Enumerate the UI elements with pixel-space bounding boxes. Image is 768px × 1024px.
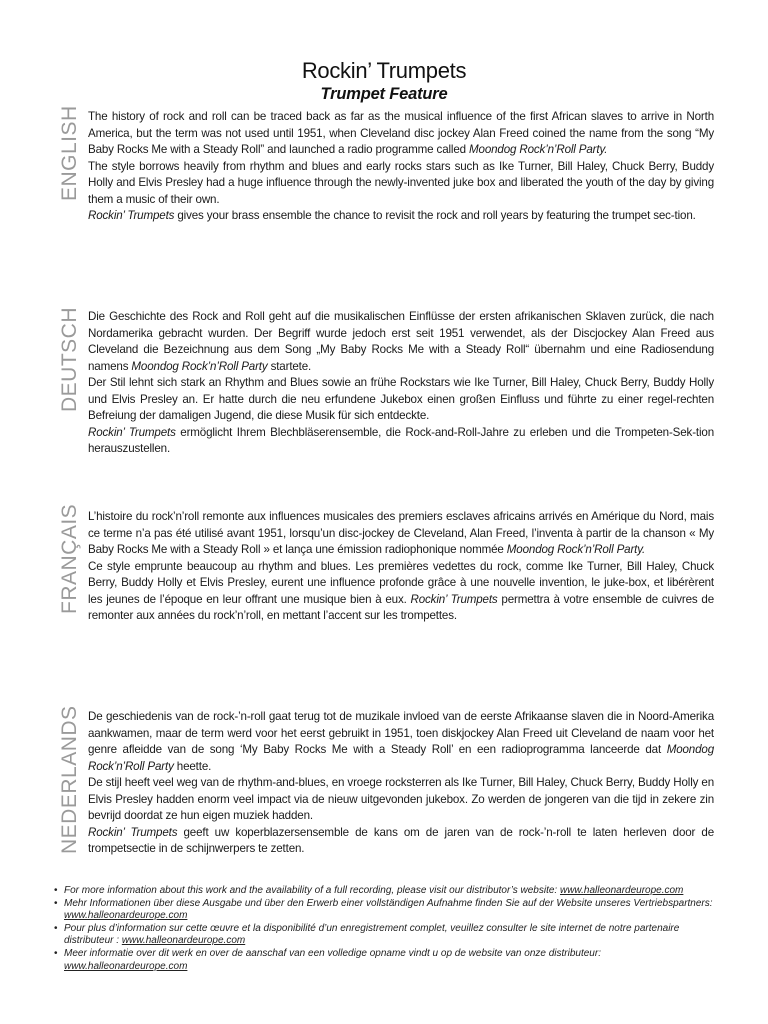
- bullet-icon: •: [54, 947, 58, 959]
- text-run: permettra à votre ensemble de cuivres de remonter aux années du rock’n’roll, en mettant l’accent sur les trompettes.: [88, 592, 714, 622]
- italic-text-run: Moondog Rock’n’Roll Party.: [469, 143, 608, 156]
- text-run: startete.: [267, 359, 312, 373]
- text-run: Ce style emprunte beaucoup au rhythm and blues. Les premières vedettes du rock, comme Ike Turner, Bill Haley, Chuck Berry, Buddy Holly et Elvis Presley, eurent une influence profonde grâce à une nouvelle invention, le juke-box, et libérèrent les jeunes de l’époque en leur offrant une musique bien à eux.: [88, 559, 714, 606]
- text-run: ermöglicht Ihrem Blechbläserensemble, die Rock-and-Roll-Jahre zu erleben und die Trompeten-Sek-tion herauszustellen.: [88, 425, 714, 455]
- page-subtitle: Trumpet Feature: [320, 85, 448, 103]
- text-run: gives your brass ensemble the chance to revisit the rock and roll years by featuring the trumpet sec-tion.: [174, 209, 696, 222]
- body-text-nederlands: [88, 709, 714, 858]
- paragraph: [88, 375, 714, 425]
- body-text-deutsch: [88, 309, 714, 458]
- paragraph: [88, 509, 714, 559]
- distributor-link[interactable]: www.halleonardeurope.com: [64, 960, 188, 972]
- paragraph: [88, 208, 714, 225]
- distributor-link[interactable]: www.halleonardeurope.com: [121, 935, 246, 947]
- page-title: Rockin’ Trumpets: [301, 58, 467, 83]
- paragraph: [88, 559, 714, 625]
- italic-text-run: Moondog Rock’n’Roll Party: [88, 743, 714, 773]
- italic-text-run: Rockin’ Trumpets: [410, 592, 498, 606]
- footer-note-text: Pour plus d’information sur cette œuvre et la disponibilité d’un enregistrement complet, veuillez consulter le site internet de notre partenaire distributeur :: [64, 922, 680, 947]
- bullet-icon: •: [54, 897, 58, 909]
- paragraph: [88, 825, 714, 858]
- language-label-nederlands: NEDERLANDS: [58, 705, 81, 854]
- text-run: De stijl heeft veel weg van de rhythm-and-blues, en vroege rocksterren als Ike Turner, Bill Haley, Chuck Berry, Buddy Holly en Elvis Presley hadden enorm veel impact via de nieuw uitgevonden jukebox. Zo werden de jongeren van die tijd in zekere zin bevrijd doordat ze hun eigen muziek hadden.: [88, 776, 714, 822]
- body-text-english: [88, 109, 714, 225]
- footer-note-text: Meer informatie over dit werk en over de aanschaf van een volledige opname vindt u op de website van onze distributeur:: [64, 947, 601, 959]
- paragraph: [88, 775, 714, 825]
- paragraph: [88, 159, 714, 209]
- text-run: The style borrows heavily from rhythm and blues and early rocks stars such as Ike Turner, Bill Haley, Chuck Berry, Buddy Holly and Elvis Presley had a huge influence through the newly-invented juke box and liberated the youth of the day by giving them a music of their own.: [88, 159, 714, 206]
- bullet-icon: •: [54, 922, 58, 934]
- paragraph: [88, 709, 714, 775]
- bullet-icon: •: [54, 885, 58, 896]
- paragraph: [88, 425, 714, 458]
- footer-note-francais: [52, 923, 722, 948]
- footer-note-nederlands: [52, 948, 722, 973]
- distributor-link[interactable]: www.halleonardeurope.com: [64, 910, 188, 922]
- language-label-english: ENGLISH: [58, 105, 81, 201]
- text-run: geeft uw koperblazersensemble de kans om de jaren van de rock-’n-roll te laten herleven door de trompetsectie in de schijnwerpers te zetten.: [88, 825, 714, 855]
- italic-text-run: Rockin’ Trumpets: [88, 825, 178, 839]
- footer-note-english: [52, 885, 722, 898]
- language-label-francais: FRANÇAIS: [58, 503, 81, 614]
- footer-note-text: Mehr Informationen über diese Ausgabe und über den Erwerb einer vollständigen Aufnahme finden Sie auf der Website unseres Vertriebspartners:: [64, 897, 713, 909]
- footer-note-text: For more information about this work and the availability of a full recording, please visit our distributor’s website:: [64, 885, 560, 896]
- paragraph: [88, 109, 714, 159]
- text-run: The history of rock and roll can be traced back as far as the musical influence of the first African slaves to arrive in North America, but the term was not used until 1951, when Cleveland disc jockey Alan Freed coined the name from the song “My Baby Rocks Me with a Steady Roll” and launched a radio programme called: [88, 110, 714, 156]
- text-run: De geschiedenis van de rock-’n-roll gaat terug tot de muzikale invloed van de eerste Afrikaanse slaven die in Noord-Amerika aankwamen, maar de term werd voor het eerst gebruikt in 1951, toen diskjockey Alan Freed uit Cleveland de naam voor het genre afleidde van de song ‘My Baby Rocks Me with a Steady Roll’ en een radioprogramma lanceerde dat: [88, 710, 714, 756]
- italic-text-run: Rockin’ Trumpets: [88, 209, 175, 222]
- footer-note-list: [52, 885, 722, 973]
- text-run: Der Stil lehnt sich stark an Rhythm and Blues sowie an frühe Rockstars wie Ike Turner, Bill Haley, Chuck Berry, Buddy Holly und Elvis Presley an. Er hatte durch die neu erfundene Jukebox einen großen Einfluss und führte zu einer regel-rechten Befreiung der damaligen Jugend, die diese Musik für sich entdeckte.: [88, 376, 714, 422]
- language-label-deutsch: DEUTSCH: [58, 306, 81, 412]
- footer-note-deutsch: [52, 898, 722, 923]
- page-header: [0, 58, 768, 104]
- distributor-link[interactable]: www.halleonardeurope.com: [559, 885, 684, 896]
- italic-text-run: Moondog Rock’n’Roll Party.: [506, 543, 646, 556]
- paragraph: [88, 309, 714, 375]
- footer-notes: [52, 885, 722, 973]
- italic-text-run: Moondog Rock’n’Roll Party: [131, 359, 268, 373]
- body-text-francais: [88, 509, 714, 625]
- text-run: Die Geschichte des Rock and Roll geht auf die musikalischen Einflüsse der ersten afrikanischen Sklaven zurück, die nach Nordamerika gebracht wurden. Der Begriff wurde jedoch erst seit 1951 verwendet, als der Discjockey Alan Freed aus Cleveland die Bezeichnung aus dem Song „My Baby Rocks Me with a Steady Roll“ übernahm und eine Radiosendung namens: [88, 310, 714, 373]
- text-run: L’histoire du rock’n’roll remonte aux influences musicales des premiers esclaves africains arrivés en Amérique du Nord, mais ce terme n’a pas été utilisé avant 1951, lorsqu’un disc-jockey de Cleveland, Alan Freed, l’inventa à partir de la chanson « My Baby Rocks Me with a Steady Roll » et lança une émission radiophonique nommée: [88, 510, 714, 556]
- text-run: heette.: [173, 759, 212, 773]
- italic-text-run: Rockin’ Trumpets: [88, 425, 176, 439]
